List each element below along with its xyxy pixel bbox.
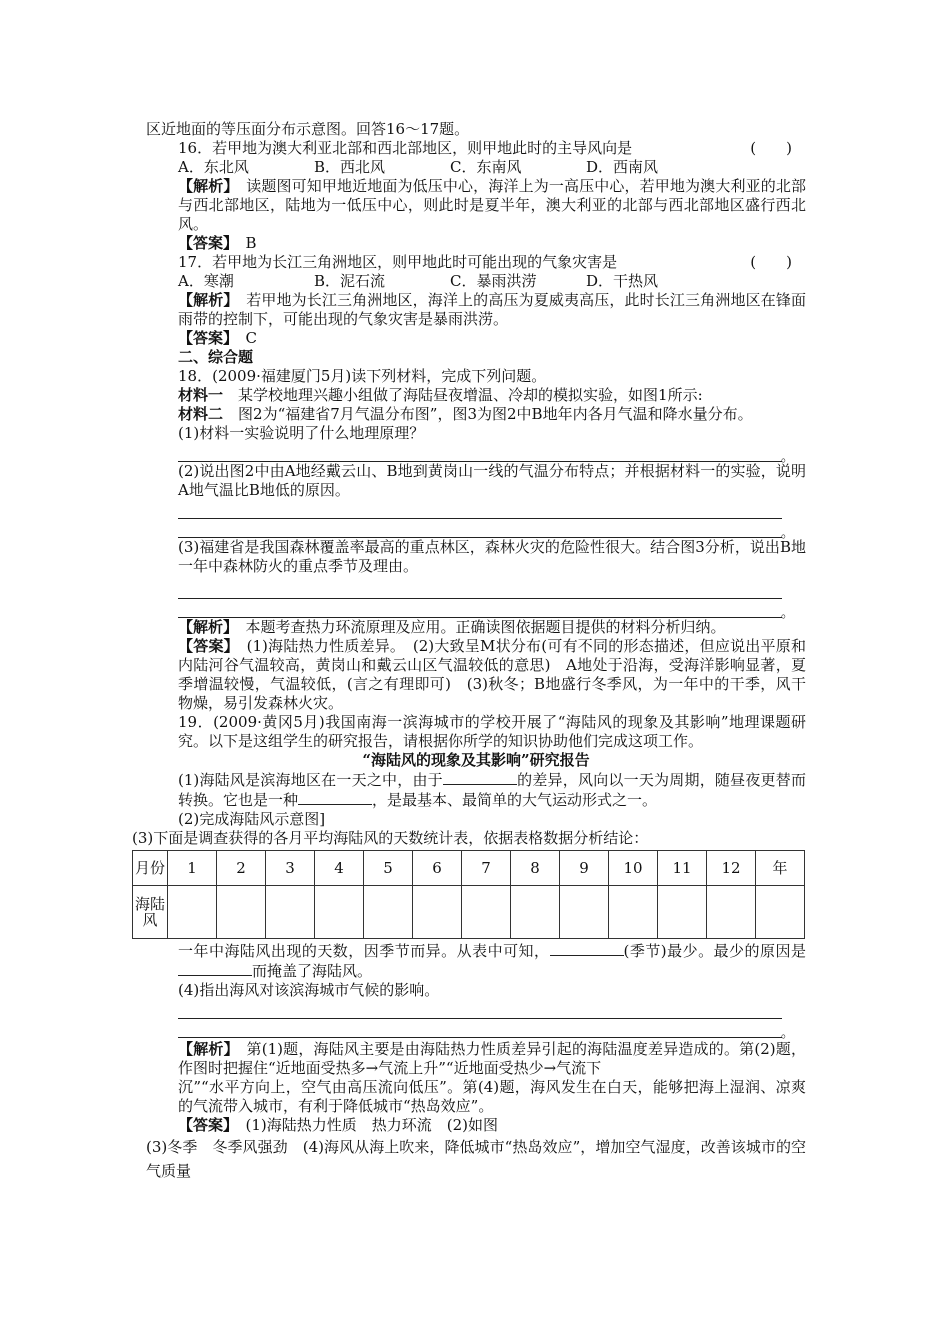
table-col: 7 <box>462 851 511 886</box>
question-16-options <box>146 158 806 177</box>
question-19-1-a: (1)海陆风是滨海地区在一天之中，由于 <box>178 771 443 789</box>
table-row-label: 海陆风 <box>133 886 168 939</box>
analysis-16 <box>146 177 806 234</box>
analysis-tag: 【解析】 <box>178 177 232 195</box>
question-16-text: 16．若甲地为澳大利亚北部和西北部地区，则甲地此时的主导风向是 <box>178 139 633 157</box>
material-1-text: 某学校地理兴趣小组做了海陆昼夜增温、冷却的模拟实验，如图1所示: <box>238 386 703 404</box>
answer-19-text-1: (1)海陆热力性质 热力环流 (2)如图 <box>245 1116 499 1134</box>
table-cell[interactable] <box>707 886 756 939</box>
answer-tag: 【答案】 <box>178 1116 231 1134</box>
question-17-options <box>146 272 806 291</box>
answer-line[interactable] <box>178 500 782 519</box>
material-1-tag: 材料一 <box>178 386 224 404</box>
table-col: 6 <box>413 851 462 886</box>
answer-line[interactable] <box>178 599 794 621</box>
table-col: 2 <box>217 851 266 886</box>
answer-16 <box>146 234 806 253</box>
answer-18 <box>146 637 806 713</box>
table-cell[interactable] <box>168 886 217 939</box>
answer-tag: 【答案】 <box>178 234 231 252</box>
period: 。 <box>780 450 794 465</box>
fill-blank[interactable] <box>178 961 252 976</box>
analysis-19-text-1: 第(1)题，海陆风主要是由海陆热力性质差异引起的海陆温度差异造成的。第(2)题，作图时把握住“近地面受热多→气流上升”“近地面受热少→气流下 <box>178 1040 806 1077</box>
fill-blank[interactable] <box>443 770 517 785</box>
intro-line: 区近地面的等压面分布示意图。回答16～17题。 <box>146 120 470 138</box>
question-19-3-a: 一年中海陆风出现的天数，因季节而异。从表中可知， <box>178 942 550 960</box>
table-col: 11 <box>658 851 707 886</box>
question-19: 19．(2009·黄冈5月)我国南海一滨海城市的学校开展了“海陆风的现象及其影响”地理课题研究。以下是这组学生的研究报告，请根据你所学的知识协助他们完成这项工作。 <box>178 713 806 750</box>
table-col: 9 <box>560 851 609 886</box>
question-18: 18．(2009·福建厦门5月)读下列材料，完成下列问题。 <box>178 367 547 385</box>
period: 。 <box>780 526 794 541</box>
table-cell[interactable] <box>511 886 560 939</box>
option-b: B．西北风 <box>314 158 386 176</box>
option-c: C．东南风 <box>450 158 522 176</box>
analysis-17 <box>146 291 806 329</box>
answer-tag: 【答案】 <box>178 637 232 655</box>
analysis-tag: 【解析】 <box>178 618 231 636</box>
table-header-row <box>133 851 805 886</box>
fill-blank[interactable] <box>550 941 624 956</box>
answer-18-text: (1)海陆热力性质差异。 (2)大致呈M状分布(可有不同的形态描述，但应说出平原和内陆河谷气温较高，黄岗山和戴云山区气温较低的意思) A地处于沿海，受海洋影响显著，夏季增温较慢，气温较低，(言之有理即可) (3)秋冬；B地盛行冬季风，为一年中的干季，风干物燥，易引发森林火灾。 <box>178 637 806 712</box>
question-19-3-c: 而掩盖了海陆风。 <box>252 962 373 980</box>
table-col: 1 <box>168 851 217 886</box>
analysis-17-text: 若甲地为长江三角洲地区，海洋上的高压为夏威夷高压，此时长江三角洲地区在锋面雨带的控制下，可能出现的气象灾害是暴雨洪涝。 <box>178 291 806 328</box>
answer-line[interactable] <box>178 580 782 599</box>
question-19-1-c: ，是最基本、最简单的大气运动形式之一。 <box>372 791 658 809</box>
question-18-3: (3)福建省是我国森林覆盖率最高的重点林区，森林火灾的危险性很大。结合图3分析，说出B地一年中森林防火的重点季节及理由。 <box>178 538 806 575</box>
answer-line[interactable] <box>178 443 794 465</box>
table-cell[interactable] <box>364 886 413 939</box>
table-cell[interactable] <box>560 886 609 939</box>
report-title: “海陆风的现象及其影响”研究报告 <box>362 751 590 769</box>
table-cell[interactable] <box>658 886 707 939</box>
table-cell[interactable] <box>756 886 805 939</box>
analysis-19 <box>146 1040 806 1078</box>
document-page <box>132 120 806 1183</box>
table-row <box>133 886 805 939</box>
answer-17 <box>146 329 806 348</box>
table-cell[interactable] <box>266 886 315 939</box>
table-col: 3 <box>266 851 315 886</box>
fill-blank[interactable] <box>298 790 372 805</box>
analysis-18-text: 本题考查热力环流原理及应用。正确读图依据题目提供的材料分析归纳。 <box>245 618 726 636</box>
question-19-4: (4)指出海风对该滨海城市气候的影响。 <box>178 981 440 999</box>
table-header-month: 月份 <box>133 851 168 886</box>
option-a: A．东北风 <box>178 158 249 176</box>
answer-line[interactable] <box>178 519 794 541</box>
answer-paren: ( ) <box>750 139 792 157</box>
answer-16-text: B <box>245 234 257 252</box>
option-b: B．泥石流 <box>314 272 386 290</box>
question-19-1-b: 的差异，风向以一天为周期，随昼夜更替而转换。它也是一种 <box>178 771 806 809</box>
table-col: 年 <box>756 851 805 886</box>
question-19-3-b: (季节)最少。最少的原因是 <box>623 942 806 960</box>
sea-land-wind-table <box>132 850 805 939</box>
table-col: 8 <box>511 851 560 886</box>
answer-19 <box>146 1116 806 1135</box>
option-d: D．西南风 <box>586 158 659 176</box>
table-cell[interactable] <box>462 886 511 939</box>
table-col: 10 <box>609 851 658 886</box>
question-18-2: (2)说出图2中由A地经戴云山、B地到黄岗山一线的气温分布特点；并根据材料一的实验，说明A地气温比B地低的原因。 <box>178 462 806 499</box>
period: 。 <box>780 1026 794 1041</box>
table-cell[interactable] <box>217 886 266 939</box>
question-17-text: 17．若甲地为长江三角洲地区，则甲地此时可能出现的气象灾害是 <box>178 253 618 271</box>
material-2-text: 图2为“福建省7月气温分布图”，图3为图2中B地年内各月气温和降水量分布。 <box>238 405 753 423</box>
option-d: D．干热风 <box>586 272 659 290</box>
question-19-3-text <box>146 941 806 981</box>
analysis-tag: 【解析】 <box>178 1040 232 1058</box>
question-16 <box>146 139 806 158</box>
section-heading: 二、综合题 <box>178 348 254 366</box>
answer-line[interactable] <box>178 1019 794 1041</box>
answer-line[interactable] <box>178 1000 782 1019</box>
period: 。 <box>780 606 794 621</box>
question-19-1 <box>146 770 806 810</box>
answer-tag: 【答案】 <box>178 329 231 347</box>
question-19-3: (3)下面是调查获得的各月平均海陆风的天数统计表，依据表格数据分析结论： <box>132 829 649 847</box>
question-17 <box>146 253 806 272</box>
table-col: 12 <box>707 851 756 886</box>
answer-paren: ( ) <box>750 253 792 271</box>
analysis-tag: 【解析】 <box>178 291 232 309</box>
question-18-1: (1)材料一实验说明了什么地理原理？ <box>178 424 425 442</box>
option-c: C．暴雨洪涝 <box>450 272 537 290</box>
table-col: 5 <box>364 851 413 886</box>
table-cell[interactable] <box>315 886 364 939</box>
option-a: A．寒潮 <box>178 272 234 290</box>
question-19-2: (2)完成海陆风示意图] <box>178 810 326 828</box>
answer-17-text: C <box>245 329 258 347</box>
table-cell[interactable] <box>609 886 658 939</box>
table-col: 4 <box>315 851 364 886</box>
material-2 <box>146 405 806 424</box>
analysis-16-text: 读题图可知甲地近地面为低压中心，海洋上为一高压中心，若甲地为澳大利亚的北部与西北部地区，陆地为一低压中心，则此时是夏半年，澳大利亚的北部与西北部地区盛行西北风。 <box>178 177 806 233</box>
answer-19-cont: (3)冬季 冬季风强劲 (4)海风从海上吹来，降低城市“热岛效应”，增加空气湿度，改善该城市的空气质量 <box>146 1138 806 1180</box>
analysis-18 <box>146 618 806 637</box>
analysis-19-cont: 沉”“水平方向上，空气由高压流向低压”。第(4)题，海风发生在白天，能够把海上湿润、凉爽的气流带入城市，有利于降低城市“热岛效应”。 <box>178 1078 806 1115</box>
table-cell[interactable] <box>413 886 462 939</box>
material-1 <box>146 386 806 405</box>
material-2-tag: 材料二 <box>178 405 224 423</box>
